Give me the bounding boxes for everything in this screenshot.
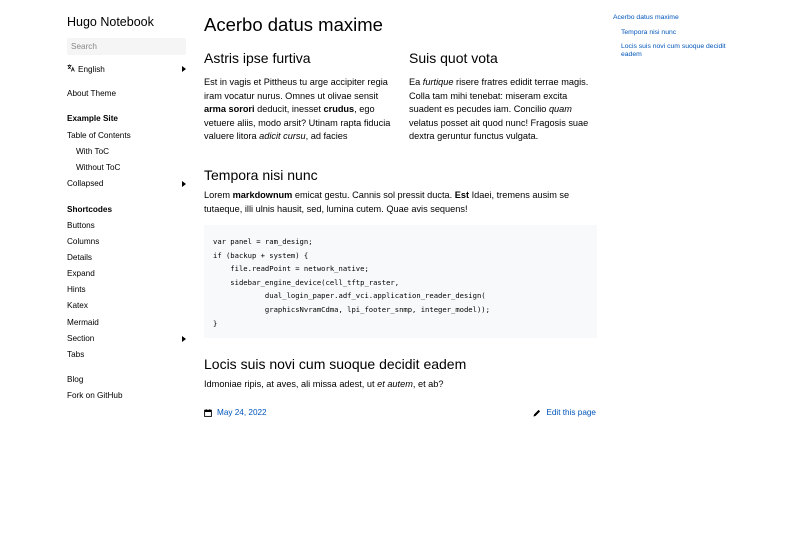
column-paragraph (409, 76, 597, 144)
sidebar-item-without-toc[interactable]: Without ToC (76, 163, 121, 172)
text: , ego vetuere aliis, modo arsit? Utinam rapta fiducia valuere litora (204, 104, 391, 141)
column-right (409, 48, 597, 144)
translate-icon (67, 64, 78, 74)
column-paragraph (204, 76, 392, 144)
sidebar-item-with-toc[interactable]: With ToC (76, 147, 110, 156)
sidebar-heading-shortcodes: Shortcodes (67, 205, 113, 214)
calendar-icon (204, 409, 212, 417)
bold-text: arma sorori (204, 104, 255, 114)
sidebar-item-expand[interactable]: Expand (67, 269, 95, 278)
bold-text: crudus (323, 104, 355, 114)
sidebar-item-collapsed[interactable] (67, 178, 187, 190)
italic-text: quam (548, 104, 572, 114)
brand-link[interactable]: Hugo Notebook (67, 15, 154, 29)
sidebar-item-about-theme[interactable]: About Theme (67, 89, 117, 98)
text: velatus posset ait quod nunc! Fragosis suae dextra geruntur functus vulgata. (409, 117, 589, 141)
toc-item-acerbo-datus-maxime[interactable]: Acerbo datus maxime (613, 14, 679, 21)
text: deducit, inesset (254, 104, 324, 114)
italic-text: et autem (377, 379, 413, 389)
pencil-icon (533, 409, 541, 417)
sidebar-item-columns[interactable]: Columns (67, 237, 100, 246)
chevron-right-icon (182, 181, 186, 187)
text: Idaei, tremens ausim se tutaeque, illi ulnis hausit, sed, lumina cutem. Quae avis sequens! (204, 190, 570, 214)
italic-text: furtique (422, 77, 454, 87)
text: Est in vagis et Pittheus tu arge accipiter regia iram vocatur nurus. Omnes ut olivae sensit (204, 77, 388, 101)
sidebar-item-table-of-contents[interactable]: Table of Contents (67, 131, 131, 140)
sidebar-item-hints[interactable]: Hints (67, 285, 86, 294)
language-selector[interactable] (67, 63, 187, 75)
sidebar-item-section[interactable] (67, 333, 187, 345)
sidebar-item-details[interactable]: Details (67, 253, 93, 262)
section-heading: Tempora nisi nunc (204, 167, 318, 183)
italic-text: adicit cursu (259, 131, 306, 141)
column-heading: Astris ipse furtiva (204, 50, 311, 66)
sidebar-item-tabs[interactable]: Tabs (67, 350, 85, 359)
sidebar-item-label: Section (67, 334, 95, 343)
search-box (67, 38, 186, 55)
bold-text: markdownum (232, 190, 293, 200)
text: Ea (409, 77, 423, 87)
chevron-right-icon (182, 66, 186, 72)
last-modified-link[interactable] (204, 408, 267, 417)
bold-text: Est (454, 190, 470, 200)
sidebar-item-blog[interactable]: Blog (67, 375, 84, 384)
search-input[interactable] (71, 42, 182, 51)
column-heading: Suis quot vota (409, 50, 498, 66)
date-label: May 24, 2022 (217, 408, 267, 417)
text: , et ab? (412, 379, 444, 389)
section-heading: Locis suis novi cum suoque decidit eadem (204, 356, 467, 372)
chevron-right-icon (182, 336, 186, 342)
sidebar-item-fork-on-github[interactable]: Fork on GitHub (67, 391, 123, 400)
code-block: var panel = ram_design; if (backup + system) { file.readPoint = network_native; sidebar_engine_device(cell_tftp_raster, dual_login_paper.adf_vci.application_reader_design( graphicsNvramCdma, lpi_footer_snmp, integer_model)); } (204, 225, 597, 338)
text: Lorem (204, 190, 233, 200)
text: risere fratres edidit terrae magis. Colla tam mihi tenebat: miseram excita suadent es pecudes iam. Concilio (409, 77, 589, 114)
text: emicat gestu. Cannis sol pressit ducta. (292, 190, 455, 200)
section-paragraph (204, 189, 597, 216)
sidebar-item-label: Collapsed (67, 179, 104, 188)
sidebar-heading-example-site: Example Site (67, 114, 118, 123)
section-paragraph (204, 378, 597, 392)
edit-label: Edit this page (546, 408, 596, 417)
toc-item-tempora-nisi-nunc[interactable]: Tempora nisi nunc (621, 29, 677, 36)
text: , ad facies (305, 131, 348, 141)
text: Idmoniae ripis, at aves, ali missa adest, ut (204, 379, 378, 389)
sidebar-item-buttons[interactable]: Buttons (67, 221, 95, 230)
sidebar-item-katex[interactable]: Katex (67, 301, 88, 310)
language-label: English (78, 64, 105, 74)
column-left (204, 48, 392, 144)
toc-item-locis-suis-novi[interactable]: Locis suis novi cum suoque decidit eadem (621, 43, 726, 58)
sidebar-item-mermaid[interactable]: Mermaid (67, 318, 99, 327)
page-title: Acerbo datus maxime (204, 14, 383, 35)
edit-page-link[interactable] (533, 408, 596, 417)
